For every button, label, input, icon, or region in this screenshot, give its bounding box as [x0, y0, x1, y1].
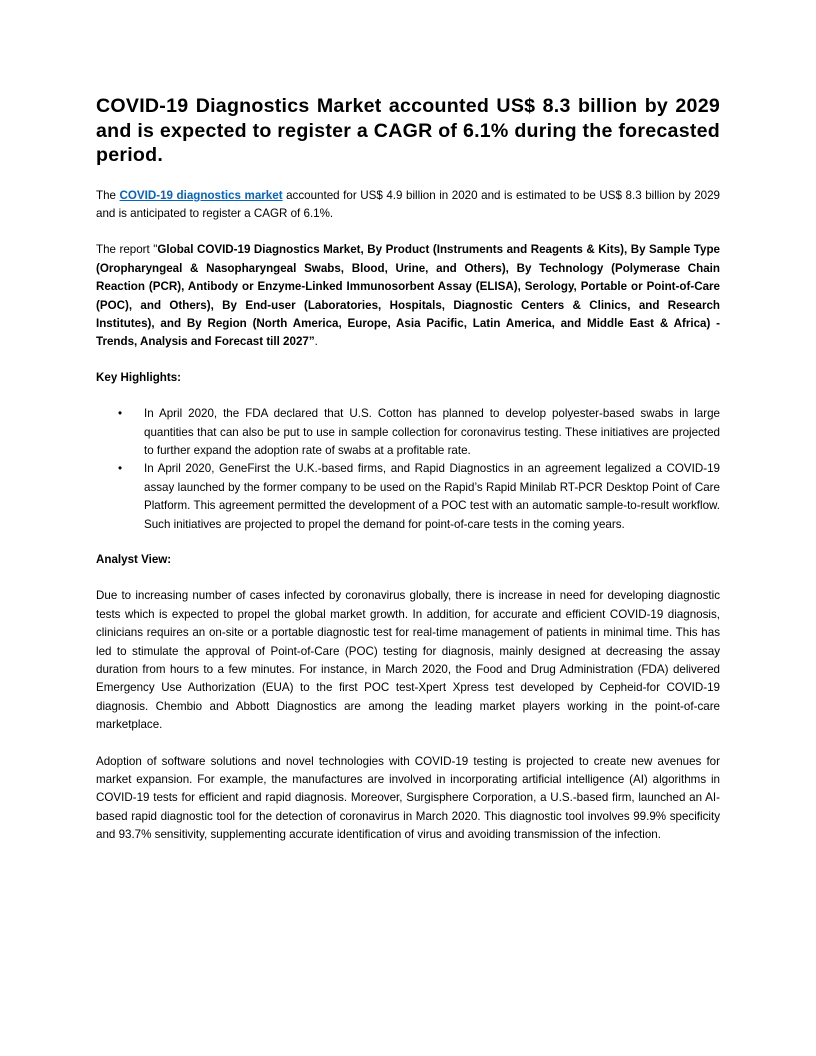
document-page: [96, 94, 720, 845]
list-item: [118, 460, 720, 534]
analyst-view-heading: Analyst View:: [96, 553, 172, 566]
list-item-text: In April 2020, the FDA declared that U.S. Cotton has planned to develop polyester-based swabs in large quantities that can also be put to use in sample collection for coronavirus testing. These initiatives are projected to further expand the adoption rate of swabs at a profitable rate.: [144, 407, 720, 457]
report-paragraph: [96, 241, 720, 351]
key-highlights-heading: Key Highlights:: [96, 370, 182, 384]
intro-prefix: The: [96, 188, 120, 202]
page-title: COVID-19 Diagnostics Market accounted US$ 8.3 billion by 2029 and is expected to register a CAGR of 6.1% during the forecasted period.: [96, 95, 720, 166]
list-item: [118, 405, 720, 460]
bullet-icon: •: [118, 462, 123, 476]
analyst-paragraph-2: Adoption of software solutions and novel technologies with COVID-19 testing is projected to create new avenues for market expansion. For example, the manufactures are involved in incorporating artificial intelligence (AI) algorithms in COVID-19 tests for efficient and rapid diagnosis. Moreover, Surgisphere Corporation, a U.S.-based firm, launched an AI-based rapid diagnostic tool for the detection of coronavirus in March 2020. This diagnostic tool involves 99.9% specificity and 93.7% sensitivity, supplementing accurate identification of virus and avoiding transmission of the infection.: [96, 754, 720, 842]
bullet-icon: •: [118, 407, 123, 421]
intro-paragraph: [96, 187, 720, 224]
list-item-text: In April 2020, GeneFirst the U.K.-based firms, and Rapid Diagnostics in an agreement legalized a COVID-19 assay launched by the former company to be used on the Rapid’s Rapid Minilab RT-PCR Desktop Point of Care Platform. This agreement permitted the development of a POC test with an automatic sample-to-result workflow. Such initiatives are projected to propel the demand for point-of-care tests in the coming years.: [144, 462, 720, 531]
analyst-paragraph-1: Due to increasing number of cases infected by coronavirus globally, there is increase in need for developing diagnostic tests which is expected to propel the global market growth. In addition, for accurate and efficient COVID-19 diagnosis, clinicians requires an on-site or a portable diagnostic test for real-time management of patients in minimal time. This has led to stimulate the approval of Point-of-Care (POC) testing for diagnosis, mainly designed at decreasing the assay duration from hours to a few minutes. For instance, in March 2020, the Food and Drug Administration (FDA) delivered Emergency Use Authorization (EUA) to the first POC test-Xpert Xpress test developed by Cepheid-for COVID-19 diagnosis. Chembio and Abbott Diagnostics are among the leading market players working in the point-of-care marketplace.: [96, 589, 720, 732]
report-suffix: .: [314, 335, 318, 349]
report-prefix: The report ": [96, 243, 158, 257]
market-link[interactable]: COVID-19 diagnostics market: [119, 188, 283, 202]
report-title: Global COVID-19 Diagnostics Market, By Product (Instruments and Reagents & Kits), By Sample Type (Oropharyngeal & Nasopharyngeal Swabs, Blood, Urine, and Others), By Technology (Polymerase Chain Reaction (PCR), Antibody or Enzyme-Linked Immunosorbent Assay (ELISA), Serology, Portable or Point-of-Care (POC), and Others), By End-user (Laboratories, Hospitals, Diagnostic Centers & Clinics, and Research Institutes), and By Region (North America, Europe, Asia Pacific, Latin America, and Middle East & Africa) - Trends, Analysis and Forecast till 2027”: [96, 243, 720, 349]
intro-suffix: accounted for US$ 4.9 billion in 2020 and is estimated to be US$ 8.3 billion by 2029 and is anticipated to register a CAGR of 6.1%.: [96, 188, 720, 220]
key-highlights-list: [96, 405, 720, 534]
